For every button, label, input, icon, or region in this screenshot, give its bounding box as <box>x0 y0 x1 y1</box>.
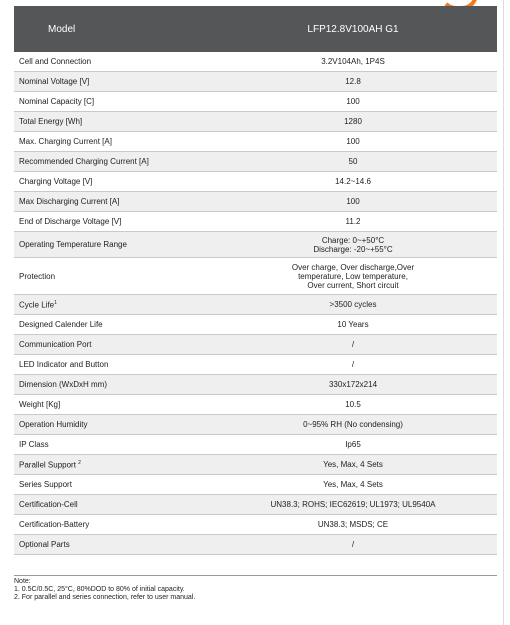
note-item: 2. For parallel and series connection, refer to user manual. <box>14 594 196 601</box>
value-line: Charge: 0~+50°C <box>321 235 385 245</box>
table-row <box>14 295 497 315</box>
row-label: Nominal Voltage [V] <box>14 72 209 92</box>
row-value: 10.5 <box>209 395 497 415</box>
table-row <box>14 132 497 152</box>
table-header-row <box>14 6 497 52</box>
row-value: 100 <box>209 92 497 112</box>
spec-table <box>14 6 497 555</box>
row-value: 14.2~14.6 <box>209 172 497 192</box>
note-item: 1. 0.5C/0.5C, 25°C, 80%DOD to 80% of initial capacity. <box>14 586 185 593</box>
row-label: End of Discharge Voltage [V] <box>14 212 209 232</box>
row-label: Charging Voltage [V] <box>14 172 209 192</box>
table-row <box>14 172 497 192</box>
row-value: 0~95% RH (No condensing) <box>209 415 497 435</box>
row-label: Cell and Connection <box>14 52 209 72</box>
row-label: LED Indicator and Button <box>14 355 209 375</box>
row-label: Operation Humidity <box>14 415 209 435</box>
table-row <box>14 355 497 375</box>
page-edge-divider <box>503 0 504 625</box>
row-value: 10 Years <box>209 315 497 335</box>
row-value: / <box>209 355 497 375</box>
row-value: 100 <box>209 192 497 212</box>
header-model-value: LFP12.8V100AH G1 <box>209 6 497 52</box>
header-model-label: Model <box>14 6 209 52</box>
row-value: 1280 <box>209 112 497 132</box>
row-label: Total Energy [Wh] <box>14 112 209 132</box>
row-label: Dimension (WxDxH mm) <box>14 375 209 395</box>
row-label: Recommended Charging Current [A] <box>14 152 209 172</box>
row-value: / <box>209 535 497 555</box>
row-value: UN38.3; MSDS; CE <box>209 515 497 535</box>
row-label: Weight [Kg] <box>14 395 209 415</box>
row-value: 330x172x214 <box>209 375 497 395</box>
table-row <box>14 475 497 495</box>
row-label <box>14 295 209 315</box>
value-line: Over current, Short circuit <box>307 280 399 290</box>
table-row <box>14 232 497 258</box>
row-label: Certification-Cell <box>14 495 209 515</box>
row-label: Protection <box>14 258 209 295</box>
row-value: 12.8 <box>209 72 497 92</box>
row-value <box>209 258 497 295</box>
row-label: Series Support <box>14 475 209 495</box>
table-row <box>14 258 497 295</box>
row-label: Max Discharging Current [A] <box>14 192 209 212</box>
row-value: UN38.3; ROHS; IEC62619; UL1973; UL9540A <box>209 495 497 515</box>
row-value: Yes, Max, 4 Sets <box>209 475 497 495</box>
notes-section <box>14 575 497 602</box>
value-line: Discharge: -20~+55°C <box>313 244 393 254</box>
table-row <box>14 52 497 72</box>
table-row <box>14 435 497 455</box>
row-label: IP Class <box>14 435 209 455</box>
footnote-marker: 1 <box>54 300 57 307</box>
table-row <box>14 212 497 232</box>
row-label: Certification-Battery <box>14 515 209 535</box>
table-row <box>14 72 497 92</box>
row-label-text: Cycle Life <box>19 300 55 310</box>
table-row <box>14 375 497 395</box>
row-label: Operating Temperature Range <box>14 232 209 258</box>
row-label: Designed Calender Life <box>14 315 209 335</box>
row-value: Ip65 <box>209 435 497 455</box>
row-value: 100 <box>209 132 497 152</box>
table-row <box>14 92 497 112</box>
table-row <box>14 152 497 172</box>
table-row <box>14 495 497 515</box>
row-value: >3500 cycles <box>209 295 497 315</box>
row-value: 11.2 <box>209 212 497 232</box>
table-row <box>14 335 497 355</box>
row-value: Yes, Max, 4 Sets <box>209 455 497 475</box>
row-label: Max. Charging Current [A] <box>14 132 209 152</box>
row-value <box>209 232 497 258</box>
table-row <box>14 395 497 415</box>
row-label-text: Parallel Support <box>19 460 76 470</box>
table-row <box>14 415 497 435</box>
row-label <box>14 455 209 475</box>
table-row <box>14 515 497 535</box>
row-value: 3.2V104Ah, 1P4S <box>209 52 497 72</box>
row-label: Optional Parts <box>14 535 209 555</box>
value-line: Over charge, Over discharge,Over <box>291 262 415 272</box>
value-line: temperature, Low temperature, <box>298 271 408 281</box>
table-row <box>14 455 497 475</box>
footnote-marker: 2 <box>78 460 81 467</box>
row-label: Nominal Capacity [C] <box>14 92 209 112</box>
row-label: Communication Port <box>14 335 209 355</box>
table-row <box>14 535 497 555</box>
table-row <box>14 112 497 132</box>
table-row <box>14 315 497 335</box>
notes-title: Note: <box>14 578 31 585</box>
row-value: / <box>209 335 497 355</box>
table-row <box>14 192 497 212</box>
row-value: 50 <box>209 152 497 172</box>
